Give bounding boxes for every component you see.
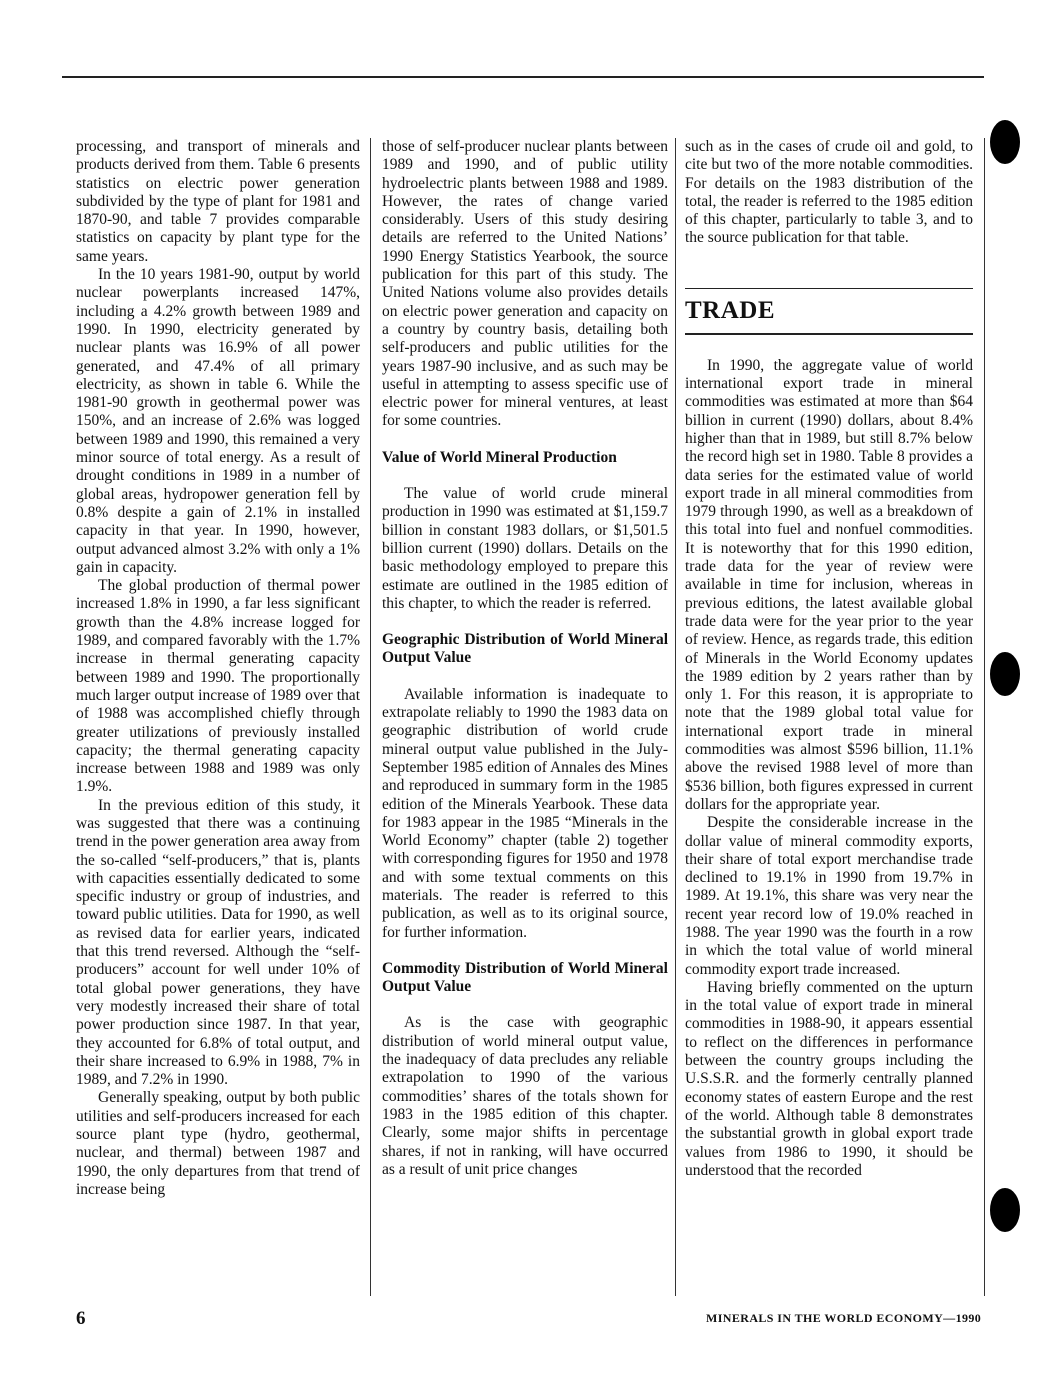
section-header-trade [685, 288, 973, 335]
binder-hole-mark [990, 120, 1020, 164]
paragraph: those of self-producer nuclear plants between 1989 and 1990, and of public utility hydroelectric plants between 1988 and 1989. However, the rates of change varied considerably. Users of this study desiring details are referred to the United Nations’ 1990 Energy Statistics Yearbook, the source publication for this part of this study. The United Nations volume also provides details on electric power generation and capacity on a country by country basis, detailing both self-producers and public utilities for the years 1987-90 inclusive, and as such may be useful in attempting to assess specific use of electric power for mineral ventures, at least for some countries. [382, 138, 668, 430]
paragraph: In 1990, the aggregate value of world international export trade in mineral commodities was estimated at more than $64 billion in current (1990) dollars, about 8.4% higher than that in 1989, but still 8.7% below the record high set in 1980. Table 8 provides a data series for the estimated value of world export trade in all mineral commodities from 1979 through 1990, as well as a breakdown of this total into fuel and nonfuel commodities. It is noteworthy that for this 1990 edition, trade data for the year of review were available in time for inclusion, whereas in previous editions, the latest available global trade data were for the year prior to the year of review. Hence, as regards trade, this edition of Minerals in the World Economy updates the 1989 edition by 2 years rather than by only 1. For this reason, it is appropriate to note that the 1989 global total value for international export trade in mineral commodities was almost $596 billion, 11.1% above the revised 1988 level of more than $536 billion, both figures expressed in current dollars for the appropriate year. [685, 356, 973, 813]
paragraph: In the previous edition of this study, it was suggested that there was a continuing trend in the power generation area away from the so-called “self-producers,” that is, plants with capacities essentially dedicated to some specific industry or group of industries, and toward public utilities. Data for 1990, as well as revised data for earlier years, indicated that this trend reversed. Although the “self-producers” account for well under 10% of total global power generations, they have very modestly increased their share of total power production since 1987. In that year, they accounted for 6.8% of total output, and their share increased to 6.9% in 1988, 7% in 1989, and 7.2% in 1990. [76, 796, 360, 1089]
paragraph: Available information is inadequate to extrapolate reliably to 1990 the 1983 data on geographic distribution of world crude mineral output value published in the July-September 1985 edition of Annales des Mines and reproduced in summary form in the 1985 edition of the Minerals Yearbook. These data for 1983 appear in the 1985 “Minerals in the World Economy” chapter (table 2) together with corresponding figures for 1950 and 1978 and with some textual comments on this materials. The reader is referred to this publication, as well as to its original source, for further information. [382, 685, 668, 941]
paragraph: As is the case with geographic distribution of world mineral output value, the inadequacy of data precludes any reliable extrapolation to 1990 of the various commodities’ shares of the totals shown for 1983 in the 1985 edition of this chapter. Clearly, some major shifts in percentage shares, if not in ranking, will have occurred as a result of unit price changes [382, 1014, 668, 1178]
section-rule [685, 333, 973, 335]
subheading-commodity-distribution: Commodity Distribution of World Mineral Output Value [382, 959, 668, 996]
paragraph: processing, and transport of minerals and products derived from them. Table 6 presents statistics on electric power generation subdivided by the type of plant for 1981 and 1870-90, and table 7 provides comparable statistics on capacity by plant type for the same years. [76, 138, 360, 265]
section-rule [685, 288, 973, 289]
text-column-1 [76, 138, 360, 1296]
subheading-geographic-distribution: Geographic Distribution of World Mineral Output Value [382, 631, 668, 667]
column-divider [984, 138, 985, 1296]
section-title: TRADE [685, 296, 776, 324]
running-footer: MINERALS IN THE WORLD ECONOMY—1990 [706, 1311, 982, 1325]
header-rule [62, 76, 984, 78]
binder-hole-mark [990, 652, 1020, 696]
paragraph: such as in the cases of crude oil and gold, to cite but two of the more notable commodities. For details on the 1983 distribution of the total, the reader is referred to the 1985 edition of this chapter, particularly to table 3, and to the source publication for that table. [685, 138, 973, 247]
text-column-2 [382, 138, 668, 1296]
paragraph: Having briefly commented on the upturn in the total value of export trade in mineral commodities in 1988-90, it appears essential to reflect on the differences in performance between the country groups including the U.S.S.R. and the formerly centrally planned economy states of eastern Europe and the rest of the world. Although table 8 demonstrates the substantial growth in global export trade values from 1986 to 1990, it should be understood that the recorded [685, 978, 973, 1179]
column-divider [675, 138, 676, 1296]
page-number: 6 [76, 1308, 86, 1329]
paragraph: The value of world crude mineral production in 1990 was estimated at $1,159.7 billion in constant 1983 dollars, or $1,501.5 billion current (1990) dollars. Details on the basic methodology employed to prepare this estimate are outlined in the 1985 edition of this chapter, to which the reader is referred. [382, 485, 668, 612]
paragraph: Generally speaking, output by both public utilities and self-producers increased for each source plant type (hydro, geothermal, nuclear, and thermal) between 1987 and 1990, the only departures from that trend of increase being [76, 1089, 360, 1198]
paragraph: In the 10 years 1981-90, output by world nuclear powerplants increased 147%, including a 4.2% growth between 1989 and 1990. In 1990, electricity generated by nuclear plants was 16.9% of all power generated, and 47.4% of all primary electricity, as shown in table 6. While the 1981-90 growth in geothermal power was 150%, and an increase of 2.6% was logged between 1989 and 1990, this remained a very minor source of total energy. As a result of drought conditions in 1989 in a number of global areas, hydropower generation fell by 0.8% despite a gain of 2.1% in installed capacity in that year. In 1990, however, output advanced almost 3.2% with only a 1% gain in capacity. [76, 266, 360, 576]
paragraph: Despite the considerable increase in the dollar value of mineral commodity exports, their share of total export merchandise trade declined to 19.1% in 1990 from 19.7% in 1989. At 19.1%, this share was very near the recent year record low of 19.0% reached in 1988. The year 1990 was the fourth in a row in which the total value of world mineral commodity export trade increased. [685, 814, 973, 978]
text-column-3 [685, 138, 973, 1296]
paragraph: The global production of thermal power increased 1.8% in 1990, a far less significant growth than the 4.8% increase logged for 1989, and compared favorably with the 1.7% increase in thermal generating capacity between 1989 and 1990. The proportionally much larger output increase of 1989 over that of 1988 was accomplished chiefly through greater utilizations of previously installed capacity; the thermal generating capacity increase between 1988 and 1989 was only 1.9%. [76, 577, 360, 796]
column-divider [370, 138, 371, 1296]
subheading-world-mineral-production: Value of World Mineral Production [382, 448, 617, 466]
binder-hole-mark [990, 1188, 1020, 1232]
